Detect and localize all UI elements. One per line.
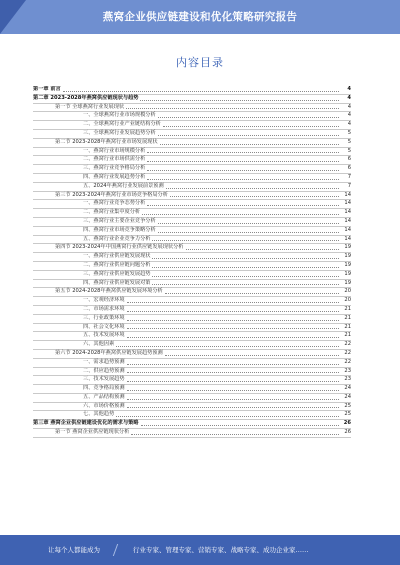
toc-entry-page: 26 bbox=[344, 429, 351, 436]
toc-leader-dots bbox=[165, 292, 339, 294]
toc-entry-label: 一、需求趋势预测 bbox=[83, 358, 125, 365]
toc-leader-dots bbox=[160, 143, 339, 145]
toc-entry[interactable] bbox=[33, 192, 351, 201]
toc-entry[interactable] bbox=[33, 200, 351, 209]
toc-entry-page: 5 bbox=[347, 138, 351, 145]
toc-entry-label: 一、宏观经济环境 bbox=[83, 297, 125, 304]
toc-entry-page: 23 bbox=[344, 367, 351, 374]
toc-entry-label: 五、产品结构预测 bbox=[83, 393, 125, 400]
toc-entry[interactable] bbox=[33, 315, 351, 324]
toc-leader-dots bbox=[147, 160, 339, 162]
toc-entry-label: 第一章 前言 bbox=[33, 86, 61, 92]
toc-entry-label: 三、全球燕窝行业发展趋势分析 bbox=[83, 129, 156, 136]
toc-entry-page: 20 bbox=[344, 288, 351, 295]
toc-entry[interactable] bbox=[33, 244, 351, 253]
toc-leader-dots bbox=[163, 125, 339, 127]
toc-entry[interactable] bbox=[33, 262, 351, 271]
toc-leader-dots bbox=[166, 187, 339, 189]
toc-leader-dots bbox=[131, 433, 339, 435]
toc-entry-label: 第三章 燕窝企业供应链建设优化的需求与策略 bbox=[33, 420, 139, 427]
toc-entry-page: 7 bbox=[347, 173, 351, 180]
toc-entry-page: 19 bbox=[344, 279, 351, 286]
toc-entry-label: 五、2024年燕窝行业发展前景预测 bbox=[83, 182, 164, 189]
toc-entry-page: 14 bbox=[344, 209, 351, 216]
toc-entry-label: 三、燕窝行业主要企业竞争分析 bbox=[83, 217, 156, 224]
toc-entry[interactable] bbox=[33, 253, 351, 262]
toc-entry[interactable] bbox=[33, 350, 351, 359]
toc-leader-dots bbox=[63, 90, 339, 92]
toc-entry[interactable] bbox=[33, 429, 351, 438]
toc-entry[interactable] bbox=[33, 121, 351, 130]
toc-entry-label: 三、燕窝行业供应链发展趋势 bbox=[83, 270, 151, 277]
toc-entry[interactable] bbox=[33, 139, 351, 148]
toc-entry-label: 四、燕窝行业市场竞争策略分析 bbox=[83, 226, 156, 233]
toc-entry[interactable] bbox=[33, 148, 351, 157]
toc-entry[interactable] bbox=[33, 332, 351, 341]
toc-entry-page: 4 bbox=[347, 112, 351, 119]
toc-leader-dots bbox=[141, 424, 339, 426]
toc-entry-page: 5 bbox=[347, 147, 351, 154]
toc-entry[interactable] bbox=[33, 297, 351, 306]
toc-entry[interactable] bbox=[33, 385, 351, 394]
toc-entry-label: 一、全球燕窝行业市场规模分析 bbox=[83, 112, 156, 119]
toc-entry[interactable] bbox=[33, 271, 351, 280]
toc-entry-label: 三、技术发展趋势 bbox=[83, 376, 125, 383]
toc-entry[interactable] bbox=[33, 112, 351, 121]
toc-leader-dots bbox=[140, 99, 339, 101]
toc-entry-page: 14 bbox=[344, 200, 351, 207]
toc-entry-page: 25 bbox=[344, 411, 351, 418]
toc-entry-page: 4 bbox=[347, 121, 351, 128]
toc-entry-page: 14 bbox=[344, 191, 351, 198]
toc-entry-page: 21 bbox=[344, 323, 351, 330]
toc-entry-page: 19 bbox=[344, 270, 351, 277]
toc-entry[interactable] bbox=[33, 403, 351, 412]
toc-leader-dots bbox=[158, 231, 339, 233]
toc-entry-page: 7 bbox=[347, 182, 351, 189]
toc-entry-label: 二、全球燕窝行业产业链结构分析 bbox=[83, 121, 161, 128]
toc-entry-label: 四、社会文化环境 bbox=[83, 323, 125, 330]
toc-leader-dots bbox=[147, 204, 339, 206]
toc-entry-label: 一、燕窝行业竞争态势分析 bbox=[83, 200, 146, 207]
toc-entry-label: 第二章 2023-2028年燕窝供应链现状与趋势 bbox=[33, 94, 139, 101]
toc-leader-dots bbox=[126, 107, 339, 109]
toc-entry[interactable] bbox=[33, 376, 351, 385]
toc-entry-page: 6 bbox=[347, 156, 351, 163]
toc-leader-dots bbox=[158, 222, 339, 224]
toc-entry[interactable] bbox=[33, 359, 351, 368]
toc-leader-dots bbox=[152, 257, 339, 259]
toc-entry-page: 25 bbox=[344, 402, 351, 409]
toc-entry-page: 19 bbox=[344, 244, 351, 251]
toc-entry[interactable] bbox=[33, 306, 351, 315]
toc-entry-page: 21 bbox=[344, 314, 351, 321]
toc-entry-page: 14 bbox=[344, 226, 351, 233]
toc-entry[interactable] bbox=[33, 156, 351, 165]
toc-entry-label: 四、燕窝行业发展趋势分析 bbox=[83, 173, 146, 180]
toc-leader-dots bbox=[186, 248, 340, 250]
toc-entry-page: 26 bbox=[343, 420, 351, 427]
toc-leader-dots bbox=[170, 195, 339, 197]
toc-entry[interactable] bbox=[33, 227, 351, 236]
toc-entry-label: 六、市场价格预测 bbox=[83, 402, 125, 409]
toc-entry-page: 21 bbox=[344, 332, 351, 339]
toc-entry[interactable] bbox=[33, 174, 351, 183]
toc-leader-dots bbox=[127, 371, 339, 373]
toc-entry-label: 第二节 2023-2028年燕窝行业市场发展现状 bbox=[55, 138, 158, 145]
toc-entry-label: 三、燕窝行业竞争格局分析 bbox=[83, 165, 146, 172]
toc-heading: 内容目录 bbox=[176, 56, 224, 69]
toc-entry-page: 22 bbox=[344, 349, 351, 356]
toc-entry-label: 三、行业政策环境 bbox=[83, 314, 125, 321]
toc-leader-dots bbox=[158, 134, 339, 136]
page-header bbox=[0, 0, 400, 34]
toc-entry[interactable] bbox=[33, 209, 351, 218]
toc-leader-dots bbox=[152, 266, 339, 268]
toc-entry-label: 二、市场需求环境 bbox=[83, 305, 125, 312]
toc-entry[interactable] bbox=[33, 288, 351, 297]
toc-entry-page: 4 bbox=[347, 103, 351, 110]
toc-entry-page: 4 bbox=[347, 86, 351, 92]
toc-leader-dots bbox=[152, 283, 339, 285]
toc-entry[interactable] bbox=[33, 394, 351, 403]
toc-entry-label: 四、竞争格局预测 bbox=[83, 385, 125, 392]
toc-leader-dots bbox=[147, 178, 339, 180]
toc-entry[interactable] bbox=[33, 104, 351, 113]
toc-entry[interactable] bbox=[33, 368, 351, 377]
toc-leader-dots bbox=[147, 169, 339, 171]
toc-leader-dots bbox=[127, 301, 339, 303]
toc-leader-dots bbox=[165, 354, 339, 356]
toc-leader-dots bbox=[116, 345, 339, 347]
toc-entry-label: 第四节 2023-2024年中国燕窝行业供应链发展现状分析 bbox=[55, 244, 184, 251]
footer-slogan-tail: 行业专家、管理专家、营销专家、战略专家、成功企业家…… bbox=[133, 546, 309, 554]
toc-leader-dots bbox=[127, 327, 339, 329]
toc-leader-dots bbox=[158, 116, 339, 118]
toc-entry-label: 第五节 2024-2028年燕窝供应链发展环境分析 bbox=[55, 288, 163, 295]
toc-leader-dots bbox=[127, 336, 339, 338]
toc-entry-label: 第三节 2023-2024年燕窝行业市场竞争格局分析 bbox=[55, 191, 168, 198]
toc-leader-dots bbox=[152, 239, 339, 241]
toc-entry-label: 二、燕窝行业市场供需分析 bbox=[83, 156, 146, 163]
table-of-contents bbox=[33, 86, 351, 516]
toc-entry-page: 5 bbox=[347, 129, 351, 136]
toc-entry-page: 22 bbox=[344, 358, 351, 365]
toc-entry[interactable] bbox=[33, 324, 351, 333]
toc-leader-dots bbox=[147, 151, 339, 153]
toc-leader-dots bbox=[127, 406, 339, 408]
toc-entry-page: 6 bbox=[347, 165, 351, 172]
toc-entry-page: 24 bbox=[344, 393, 351, 400]
toc-entry-page: 23 bbox=[344, 376, 351, 383]
toc-leader-dots bbox=[127, 380, 339, 382]
toc-leader-dots bbox=[152, 275, 339, 277]
toc-entry-label: 第一节 全球燕窝行业发展现状 bbox=[55, 103, 125, 110]
toc-entry-page: 4 bbox=[347, 94, 351, 101]
toc-entry[interactable] bbox=[33, 165, 351, 174]
toc-entry-label: 第一节 燕窝企业供应链现状分析 bbox=[55, 429, 130, 436]
toc-entry-label: 四、燕窝行业供应链发展对策 bbox=[83, 279, 151, 286]
toc-entry[interactable] bbox=[33, 218, 351, 227]
toc-entry-label: 二、供应趋势预测 bbox=[83, 367, 125, 374]
report-title: 燕窝企业供应链建设和优化策略研究报告 bbox=[102, 11, 298, 23]
toc-entry-page: 19 bbox=[344, 253, 351, 260]
toc-entry-label: 一、燕窝行业供应链发展现状 bbox=[83, 253, 151, 260]
toc-entry-label: 一、燕窝行业市场规模分析 bbox=[83, 147, 146, 154]
toc-entry-label: 二、燕窝行业集中度分析 bbox=[83, 209, 141, 216]
toc-entry-label: 七、其他趋势 bbox=[83, 411, 115, 418]
toc-leader-dots bbox=[127, 389, 339, 391]
toc-entry-label: 第六节 2024-2028年燕窝供应链发展趋势预测 bbox=[55, 349, 163, 356]
toc-entry-page: 20 bbox=[344, 297, 351, 304]
toc-entry-page: 19 bbox=[344, 261, 351, 268]
toc-entry-page: 14 bbox=[344, 217, 351, 224]
toc-leader-dots bbox=[127, 363, 339, 365]
toc-entry-page: 22 bbox=[344, 341, 351, 348]
toc-leader-dots bbox=[127, 319, 339, 321]
toc-leader-dots bbox=[127, 398, 339, 400]
toc-leader-dots bbox=[127, 310, 339, 312]
footer-slogan-lead: 让每个人都能成为 bbox=[48, 546, 100, 554]
toc-entry-label: 五、燕窝行业企业竞争力分析 bbox=[83, 235, 151, 242]
toc-leader-dots bbox=[116, 415, 339, 417]
toc-entry-page: 14 bbox=[344, 235, 351, 242]
footer-divider bbox=[113, 544, 126, 556]
toc-entry-page: 24 bbox=[344, 385, 351, 392]
toc-leader-dots bbox=[142, 213, 339, 215]
toc-entry-label: 五、技术发展环境 bbox=[83, 332, 125, 339]
toc-entry-page: 21 bbox=[344, 305, 351, 312]
toc-entry-label: 六、其他因素 bbox=[83, 341, 115, 348]
toc-entry-label: 二、燕窝行业供应链问题分析 bbox=[83, 261, 151, 268]
page-footer bbox=[0, 535, 400, 565]
